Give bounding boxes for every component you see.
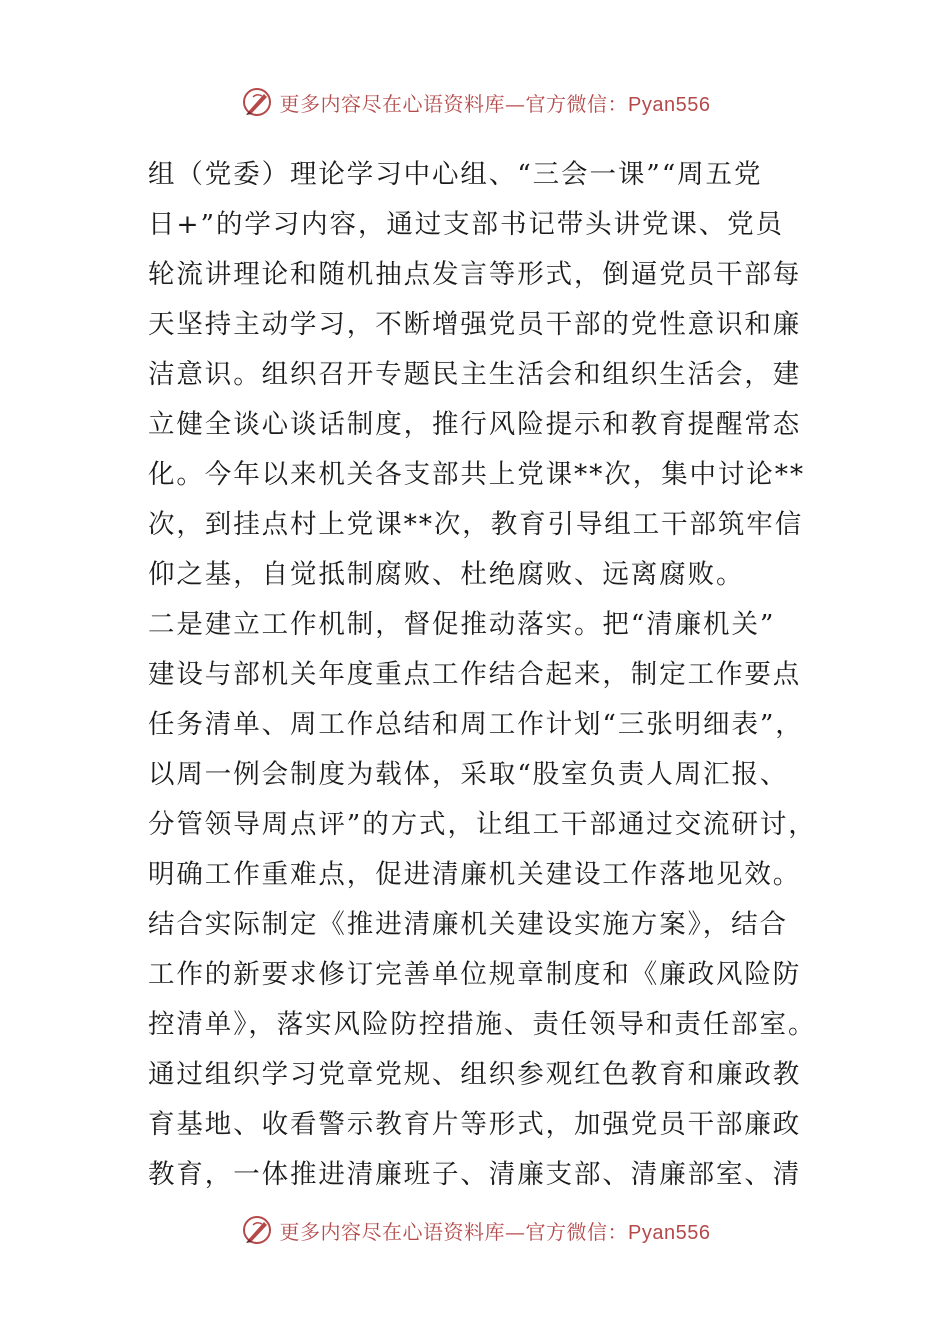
body-line: 任务清单、周工作总结和周工作计划“三张明细表”， (148, 709, 804, 740)
body-line: 二是建立工作机制，督促推动落实。把“清廉机关” (148, 609, 776, 640)
footer-text (280, 1216, 711, 1245)
body-line: 建设与部机关年度重点工作结合起来，制定工作要点 (148, 659, 802, 690)
body-line: 以周一例会制度为载体，采取“股室负责人周汇报、 (148, 759, 789, 790)
body-line: 结合实际制定《推进清廉机关建设实施方案》，结合 (148, 909, 788, 940)
body-line: 仰之基，自觉抵制腐败、杜绝腐败、远离腐败。 (148, 559, 745, 590)
footer-handle: Pyan556 (628, 1221, 711, 1244)
pen-nib-logo-icon (240, 1213, 274, 1247)
body-line: 日+”的学习内容，通过支部书记带头讲党课、党员 (148, 209, 784, 240)
body-line: 控清单》，落实风险防控措施、责任领导和责任部室。 (148, 1009, 817, 1040)
header-text (280, 88, 711, 117)
document-body (148, 150, 818, 1200)
footer-banner (0, 1210, 950, 1250)
body-line: 天坚持主动学习，不断增强党员干部的党性意识和廉 (148, 309, 802, 340)
body-line: 教育，一体推进清廉班子、清廉支部、清廉部室、清 (148, 1159, 802, 1190)
body-line: 次，到挂点村上党课**次，教育引导组工干部筑牢信 (148, 509, 804, 540)
body-line: 工作的新要求修订完善单位规章制度和《廉政风险防 (148, 959, 802, 990)
body-line: 立健全谈心谈话制度，推行风险提示和教育提醒常态 (148, 409, 802, 440)
body-line: 育基地、收看警示教育片等形式，加强党员干部廉政 (148, 1109, 802, 1140)
body-line: 通过组织学习党章党规、组织参观红色教育和廉政教 (148, 1059, 802, 1090)
body-line: 组（党委）理论学习中心组、“三会一课”“周五党 (148, 159, 763, 190)
pen-nib-logo-icon (240, 85, 274, 119)
body-line: 明确工作重难点，促进清廉机关建设工作落地见效。 (148, 859, 802, 890)
footer-label: 更多内容尽在心语资料库—官方微信： (279, 1219, 629, 1244)
header-handle: Pyan556 (628, 93, 711, 116)
body-line: 分管领导周点评”的方式，让组工干部通过交流研讨， (148, 809, 817, 840)
header-banner (0, 82, 950, 122)
header-label: 更多内容尽在心语资料库—官方微信： (279, 91, 629, 116)
body-line: 化。今年以来机关各支部共上党课**次，集中讨论** (148, 459, 805, 490)
body-line: 轮流讲理论和随机抽点发言等形式，倒逼党员干部每 (148, 259, 802, 290)
body-line: 洁意识。组织召开专题民主生活会和组织生活会，建 (148, 359, 802, 390)
